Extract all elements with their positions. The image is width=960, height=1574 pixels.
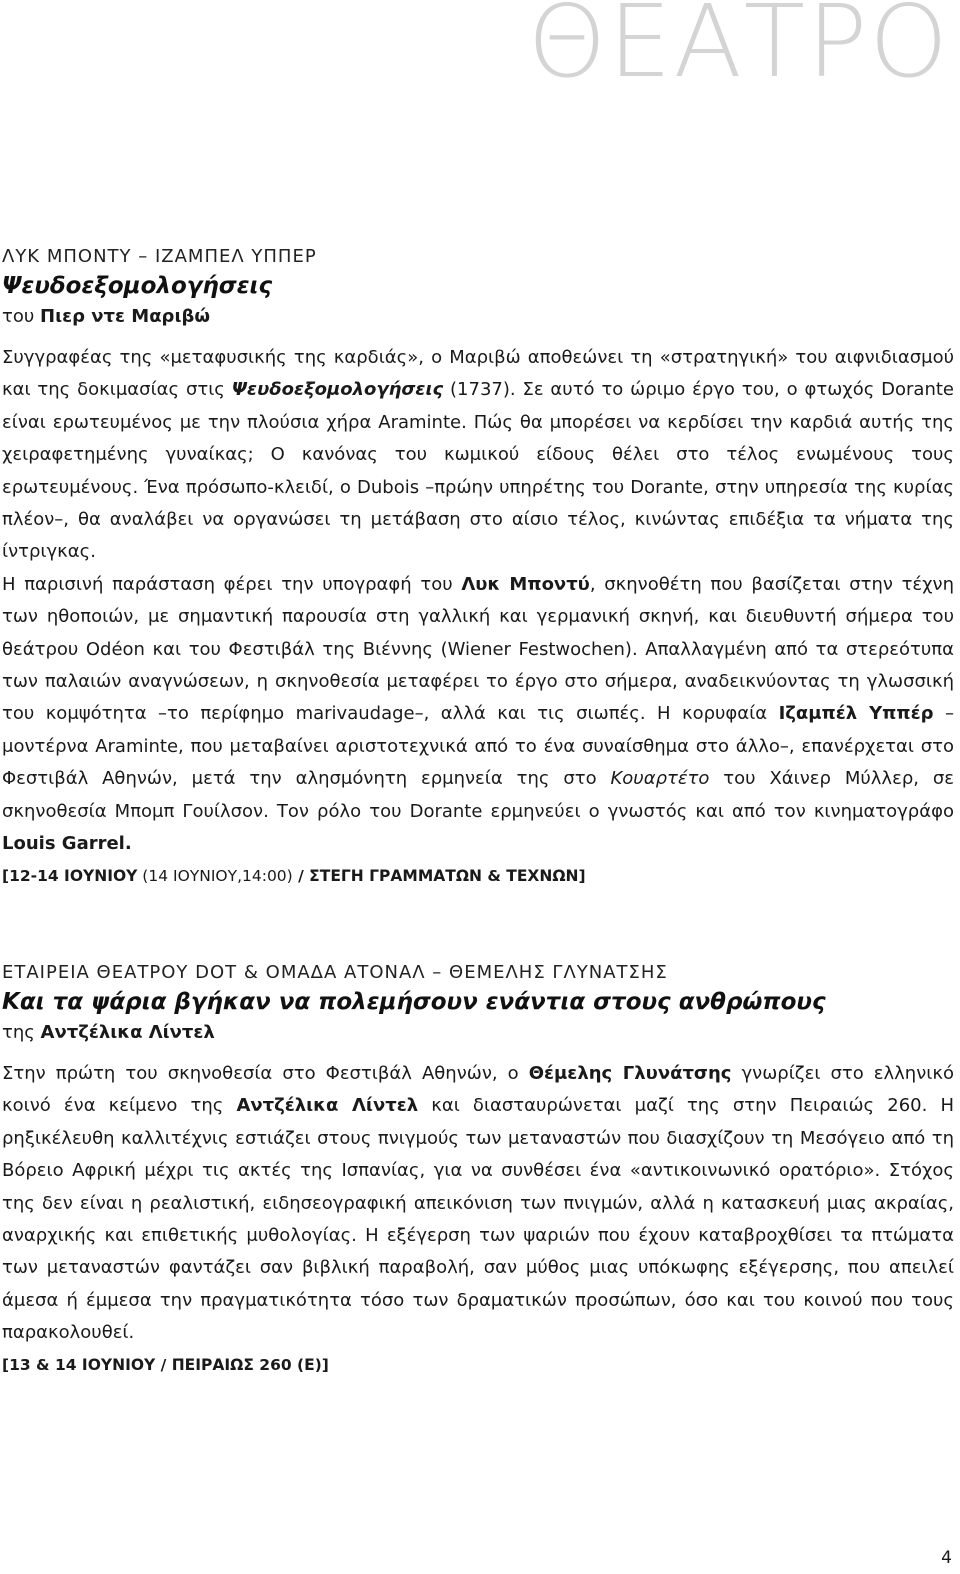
text-run: γνωρίζει στο ελληνικό κοινό ένα κείμενο της	[2, 1063, 954, 1117]
play-title-reference: Ψευδοεξομολογήσεις	[231, 379, 444, 401]
company-heading: ΕΤΑΙΡΕΙΑ ΘΕΑΤΡΟΥ DOT & ΟΜΑΔΑ ΑΤΟΝΑΛ – ΘΕΜΕΛΗΣ ΓΛΥΝΑΤΣΗΣ	[2, 962, 668, 983]
program-entry	[2, 960, 954, 1378]
description	[2, 1058, 954, 1350]
text-run: και διασταυρώνεται μαζί της στην Πειραιώς 260. Η ρηξικέλευθη καλλιτέχνις εστιάζει στους πνιγμούς των μεταναστών που διασχίζουν τη Μεσόγειο από τη Βόρειο Αφρική μέχρι τις ακτές της Ισπανίας, για να συνθέσει ένα «αντικοινωνικό ορατόριο». Στόχος της δεν είναι η ρεαλιστική, ειδησεογραφική απεικόνιση των πνιγμών, αλλά η κατασκευή μιας ακραίας, αναρχικής και επιθετικής μυθολογίας. Η εξέγερση των ψαριών που έχουν καταβροχθίσει τα πτώματα των μεταναστών φαντάζει σαν βιβλική παραβολή, σαν μύθος μιας υπόκωφης εξέγερσης, που απειλεί άμεσα ή έμμεσα την πραγματικότητα τόσο των δραματικών προσώπων, όσο και του κοινού που τους παρακολουθεί.	[2, 1095, 954, 1344]
text-run: Η παρισινή παράσταση φέρει την υπογραφή του	[2, 573, 462, 595]
description	[2, 342, 954, 861]
performance-dates	[2, 863, 954, 889]
page-number: 4	[941, 1548, 952, 1568]
section-title: ΘΕΑΤΡΟ	[527, 0, 950, 100]
author-byline	[2, 1018, 954, 1048]
actor-name: Louis Garrel.	[2, 833, 132, 855]
author-name: Αντζέλικα Λίντελ	[236, 1095, 419, 1117]
work-title-reference: Κουαρτέτο	[610, 768, 710, 790]
program-entry	[2, 244, 954, 889]
play-title: Ψευδοεξομολογήσεις	[2, 273, 273, 299]
text-run: Στην πρώτη του σκηνοθεσία στο Φεστιβάλ Αθηνών, ο	[2, 1063, 529, 1084]
dates-range: [12-14 ΙΟΥΝΙΟΥ	[2, 866, 138, 885]
play-title: Και τα ψάρια βγήκαν να πολεμήσουν ενάντια στους ανθρώπους	[2, 989, 826, 1015]
description-paragraph	[2, 569, 954, 861]
venue: / ΣΤΕΓΗ ΓΡΑΜΜΑΤΩΝ & ΤΕΧΝΩΝ]	[292, 866, 586, 885]
dates-extra: (14 ΙΟΥΝΙΟΥ,14:00)	[137, 866, 293, 885]
description-paragraph	[2, 342, 954, 569]
text-run: (1737). Σε αυτό το ώριμο έργο του, ο φτωχός Dorante είναι ερωτευμένος με την πλούσια χήρα Araminte. Πώς θα μπορέσει να κερδίσει την καρδιά αυτής της χειραφετημένης γυναίκας; Ο κανόνας του κωμικού είδους θέλει στο τέλος ενωμένους τους ερωτευμένους. Ένα πρόσωπο-κλειδί, ο Dubois –πρώην υπηρέτης του Dorante, στην υπηρεσία της κυρίας πλέον–, θα αναλάβει να οργανώσει τη μετάβαση στο αίσιο τέλος, κινώντας επιδέξια τα νήματα της ίντριγκας.	[2, 379, 954, 563]
director-name: Θέμελης Γλυνάτσης	[528, 1063, 732, 1084]
description-paragraph	[2, 1058, 954, 1350]
director-name: Λυκ Μποντύ	[461, 573, 590, 595]
actor-name: Ιζαμπέλ Υππέρ	[778, 703, 934, 725]
author-byline	[2, 302, 954, 332]
author-name: Αντζέλικα Λίντελ	[40, 1022, 215, 1043]
company-heading: ΛΥΚ ΜΠΟΝΤΥ – ΙΖΑΜΠΕΛ ΥΠΠΕΡ	[2, 246, 317, 267]
performance-dates: [13 & 14 ΙΟΥΝΙΟΥ / ΠΕΙΡΑΙΩΣ 260 (Ε)]	[2, 1355, 329, 1374]
text-run: Συγγραφέας της «μεταφυσικής της καρδιάς», ο Μαριβώ αποθεώνει τη «στρατηγική» του αιφνιδιασμού και της δοκιμασίας στις	[2, 347, 954, 401]
text-run: , σκηνοθέτη που βασίζεται στην τέχνη των ηθοποιών, με σημαντική παρουσία στη γαλλική και γερμανική σκηνή, και διευθυντή σήμερα του θεάτρου Odéon και του Φεστιβάλ της Βιέννης (Wiener Festwochen). Απαλλαγμένη από τα στερεότυπα των παλαιών αναγνώσεων, η σκηνοθεσία μεταφέρει το έργο στο σήμερα, αναδεικνύοντας τη γλωσσική του κομψότητα –το περίφημο marivaudage–, αλλά και τις σιωπές. Η κορυφαία	[2, 573, 955, 725]
text-run: του Χάινερ Μύλλερ, σε σκηνοθεσία Μπομπ Γουίλσον. Τον ρόλο του Dorante ερμηνεύει ο γνωστός και από τον κινηματογράφο	[2, 768, 954, 822]
byline-prefix: του	[2, 306, 35, 327]
byline-prefix: της	[2, 1022, 35, 1043]
text-run: –μοντέρνα Araminte, που μεταβαίνει αριστοτεχνικά από το ένα συναίσθημα στο άλλο–, επανέρχεται στο Φεστιβάλ Αθηνών, μετά την αλησμόνητη ερμηνεία της στο	[2, 703, 954, 790]
author-name: Πιερ ντε Μαριβώ	[40, 306, 210, 327]
